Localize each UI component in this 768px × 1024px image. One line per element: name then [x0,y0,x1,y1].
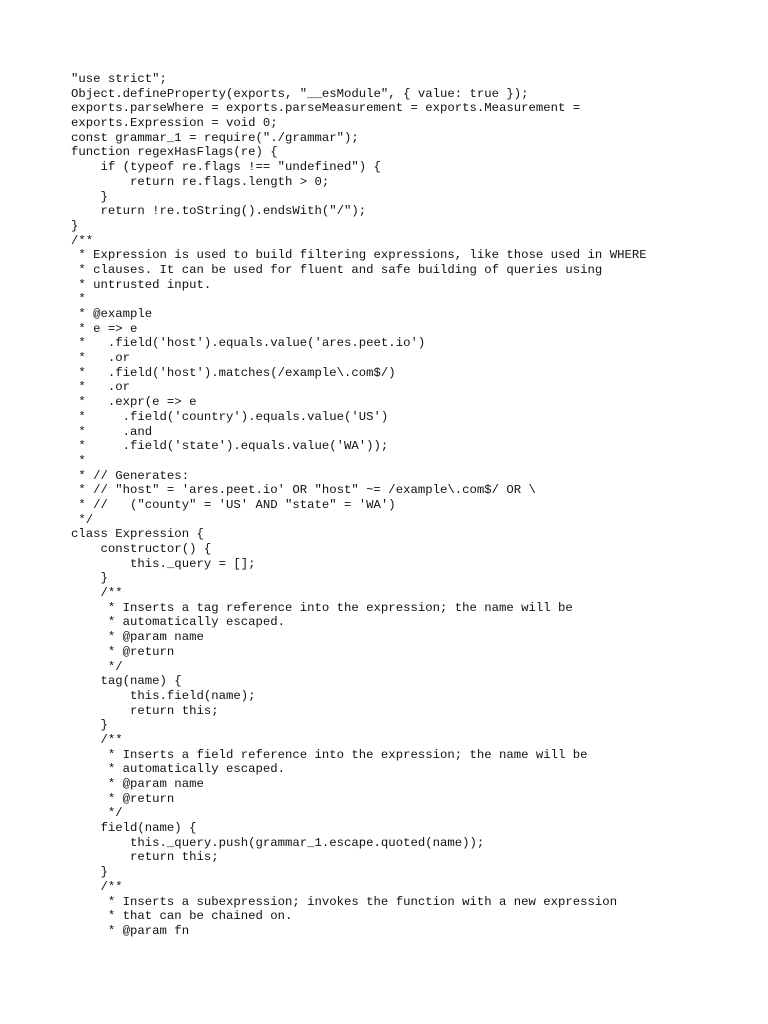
code-line: * @return [71,791,175,806]
code-line: * clauses. It can be used for fluent and safe building of queries using [71,262,603,277]
code-line: * .field('state').equals.value('WA')); [71,439,389,454]
code-line: * @param name [71,630,204,645]
code-line: /** [71,233,94,248]
code-line: constructor() { [71,542,212,556]
code-line: this.field(name); [71,688,256,703]
code-listing [71,72,751,939]
code-line: * .field('host').equals.value('ares.peet.io') [71,336,426,351]
code-line: * [71,292,86,307]
code-line: * @return [71,644,175,659]
code-line: "use strict"; [71,72,167,86]
code-line: * Inserts a tag reference into the expression; the name will be [71,600,573,615]
code-line: return this; [71,703,219,718]
code-line: * // Generates: [71,468,190,483]
code-line: */ [71,512,94,527]
code-line: * e => e [71,321,138,336]
code-line: this._query.push(grammar_1.escape.quoted(name)); [71,835,485,850]
code-line: } [71,571,108,586]
code-line: } [71,865,108,880]
code-line: */ [71,806,123,821]
code-line: return re.flags.length > 0; [71,174,330,189]
code-line: * untrusted input. [71,277,212,292]
code-line: /** [71,732,123,747]
code-line: exports.Expression = void 0; [71,116,278,131]
code-line: this._query = []; [71,556,256,571]
code-line: const grammar_1 = require("./grammar"); [71,130,359,145]
code-line: /** [71,879,123,894]
code-line: * .field('country').equals.value('US') [71,409,389,424]
code-line: * .and [71,424,153,439]
code-line: /** [71,586,123,601]
code-line: * that can be chained on. [71,909,293,924]
code-line: * // "host" = 'ares.peet.io' OR "host" ~= /example\.com$/ OR \ [71,483,536,498]
code-line: * .field('host').matches(/example\.com$/) [71,365,396,380]
code-line: * Inserts a field reference into the expression; the name will be [71,747,588,762]
code-line: class Expression { [71,527,204,542]
code-line: * @example [71,307,153,321]
code-line: } [71,189,108,204]
code-line: tag(name) { [71,674,182,689]
code-line: * Expression is used to build filtering expressions, like those used in WHERE [71,248,647,263]
code-line: function regexHasFlags(re) { [71,145,278,160]
code-line: * @param fn [71,923,190,938]
code-line: * @param name [71,777,204,791]
code-line: */ [71,659,123,674]
code-line: return this; [71,850,219,865]
code-line: * .or [71,351,131,366]
code-line: * Inserts a subexpression; invokes the function with a new expression [71,894,618,909]
code-line: * .expr(e => e [71,395,197,410]
code-line: * [71,453,86,468]
code-line: * automatically escaped. [71,762,286,777]
code-line: if (typeof re.flags !== "undefined") { [71,160,381,175]
code-line: * automatically escaped. [71,615,286,630]
code-line: } [71,218,79,233]
code-line: Object.defineProperty(exports, "__esModule", { value: true }); [71,86,529,101]
code-line: * // ("county" = 'US' AND "state" = 'WA') [71,497,396,512]
code-line: } [71,718,108,733]
code-line: return !re.toString().endsWith("/"); [71,204,367,219]
code-line: field(name) { [71,821,197,836]
code-line: * .or [71,380,131,395]
code-line: exports.parseWhere = exports.parseMeasurement = exports.Measurement = [71,101,581,116]
